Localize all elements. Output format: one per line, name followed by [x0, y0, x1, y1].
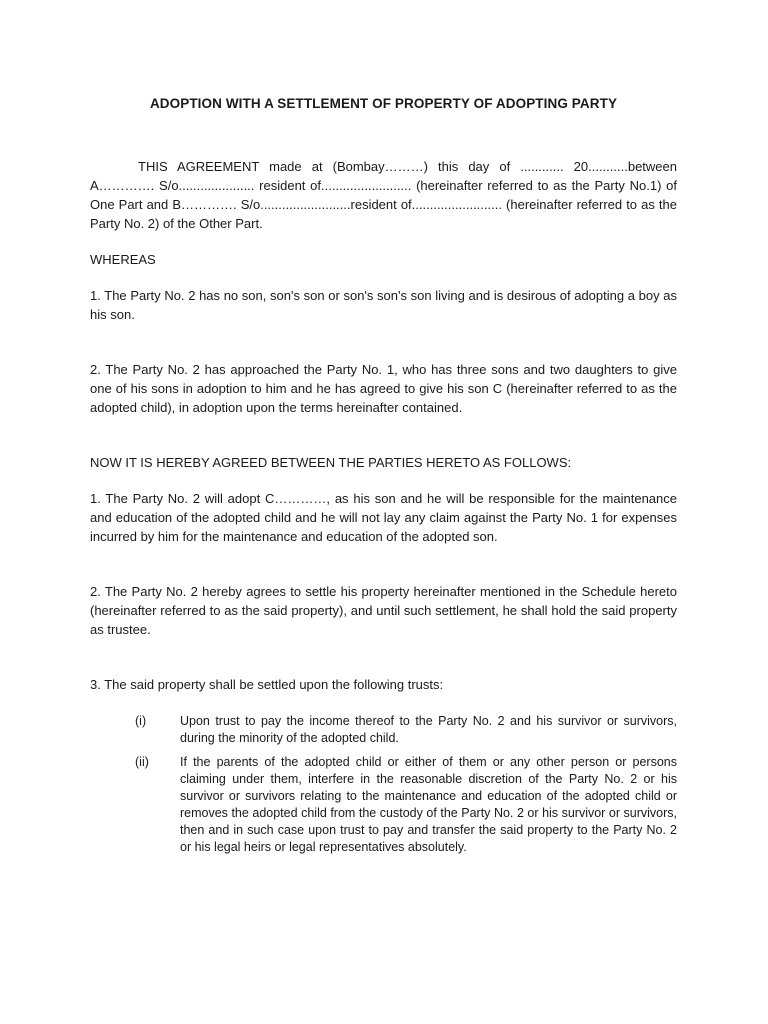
- trust-item-i: [135, 713, 677, 747]
- trust-item-ii: [135, 754, 677, 856]
- recital-2: 2. The Party No. 2 has approached the Party No. 1, who has three sons and two daughters to give one of his sons in adoption to him and he has agreed to give his son C (hereinafter referred to as the adopted child), in adoption upon the terms hereinafter contained.: [90, 362, 677, 415]
- clause-3: 3. The said property shall be settled upon the following trusts:: [90, 677, 444, 692]
- document-page: [90, 94, 677, 856]
- clause-1: 1. The Party No. 2 will adopt C…………, as his son and he will be responsible for the maintenance and education of the adopted child and he will not lay any claim against the Party No. 1 for expenses incurred by him for the maintenance and education of the adopted son.: [90, 491, 677, 544]
- whereas-heading: WHEREAS: [90, 252, 156, 267]
- clause-2: 2. The Party No. 2 hereby agrees to settle his property hereinafter mentioned in the Schedule hereto (hereinafter referred to as the said property), and until such settlement, he shall hold the said property as trustee.: [90, 584, 677, 637]
- document-title: ADOPTION WITH A SETTLEMENT OF PROPERTY OF ADOPTING PARTY: [149, 96, 618, 111]
- trust-number: (ii): [135, 755, 149, 769]
- agreement-intro: THIS AGREEMENT made at (Bombay………) this day of ............ 20...........between A…………. S/o..................... resident of......................... (hereinafter referred to as the Party No.1) of One Part and B…………. S/o.........................resident of......................... (hereinafter referred to as the Party No. 2) of the Other Part.: [90, 159, 677, 231]
- agreed-heading: NOW IT IS HEREBY AGREED BETWEEN THE PARTIES HERETO AS FOLLOWS:: [90, 455, 572, 470]
- trust-text: Upon trust to pay the income thereof to the Party No. 2 and his survivor or survivors, during the minority of the adopted child.: [180, 714, 677, 745]
- recital-1: 1. The Party No. 2 has no son, son's son or son's son's son living and is desirous of adopting a boy as his son.: [90, 288, 677, 322]
- trust-text: If the parents of the adopted child or either of them or any other person or persons claiming under them, interfere in the reasonable discretion of the Party No. 2 or his survivor or survivors relating to the maintenance and education of the adopted child or removes the adopted child from the custody of the Party No. 2 or his survivor or survivors, then and in such case upon trust to pay and transfer the said property to the Party No. 2 or his legal heirs or legal representatives absolutely.: [180, 755, 677, 854]
- trust-number: (i): [135, 714, 147, 728]
